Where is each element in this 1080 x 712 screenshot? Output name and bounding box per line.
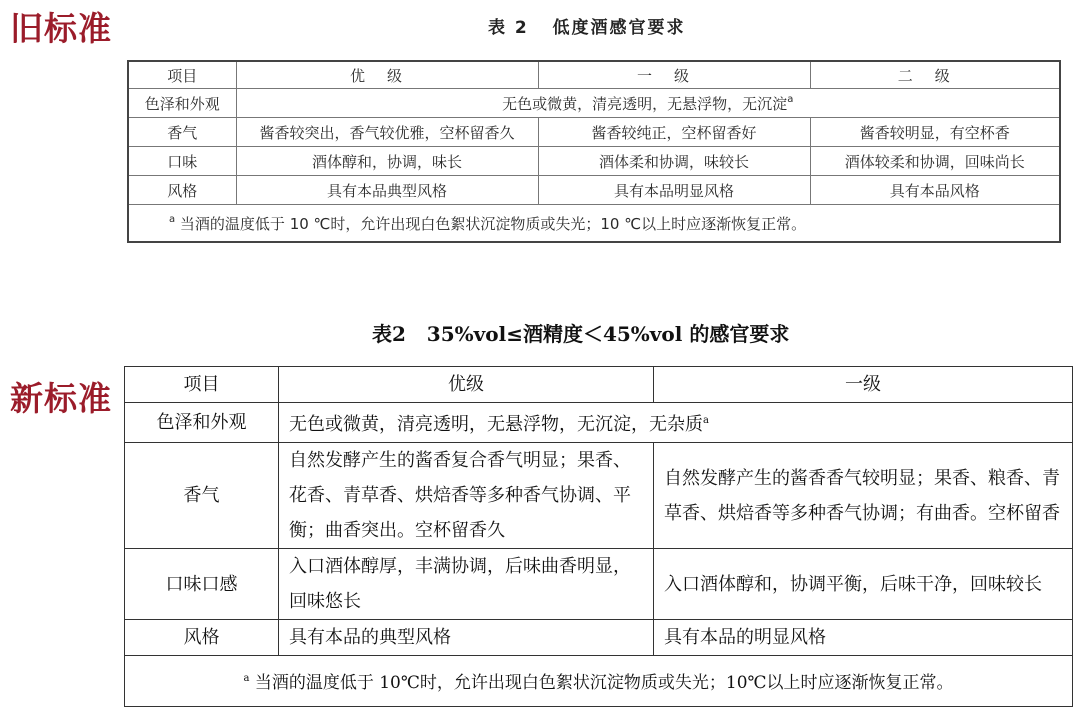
footnote-row [128, 205, 1060, 243]
header-grade-premium: 优级 [236, 61, 538, 89]
old-table-caption: 表 2 低度酒感官要求 [488, 18, 686, 38]
header-item: 项目 [128, 61, 236, 89]
cell-text: 无色或微黄，清亮透明，无悬浮物，无沉淀 [502, 94, 788, 113]
table-cell: 入口酒体醇厚，丰满协调，后味曲香明显，回味悠长 [279, 549, 654, 620]
table-cell: 具有本品的明显风格 [654, 620, 1073, 656]
table-cell: 酱香较纯正，空杯留香好 [538, 118, 810, 147]
footnote-mark: a [787, 93, 794, 105]
footnote-cell [128, 205, 1060, 243]
cell-text: 无色或微黄，清亮透明，无悬浮物，无沉淀，无杂质 [289, 414, 703, 435]
row-label: 风格 [125, 620, 279, 656]
table-row [128, 147, 1060, 176]
footnote-mark: a [169, 213, 176, 225]
header-grade-first: 一级 [654, 367, 1073, 403]
table-cell: 入口酒体醇和，协调平衡，后味干净，回味较长 [654, 549, 1073, 620]
table-row [128, 176, 1060, 205]
table-cell: 自然发酵产生的酱香复合香气明显；果香、花香、青草香、烘焙香等多种香气协调、平衡；曲香突出。空杯留香久 [279, 443, 654, 549]
table-header-row [128, 61, 1060, 89]
table-cell: 酱香较明显，有空杯香 [810, 118, 1060, 147]
table-row [128, 89, 1060, 118]
table-row [125, 443, 1073, 549]
new-table-caption: 表2 35%vol≤酒精度＜45%vol 的感官要求 [372, 322, 790, 346]
old-sensory-table [127, 60, 1061, 243]
table-row [125, 549, 1073, 620]
footnote-text: 当酒的温度低于 10℃时，允许出现白色絮状沉淀物质或失光；10℃以上时应逐渐恢复正常。 [254, 673, 954, 693]
table-cell: 自然发酵产生的酱香香气较明显；果香、粮香、青草香、烘焙香等多种香气协调；有曲香。空杯留香 [654, 443, 1073, 549]
header-grade-premium: 优级 [279, 367, 654, 403]
new-standard-label: 新标准 [10, 379, 112, 418]
table-cell: 酒体较柔和协调，回味尚长 [810, 147, 1060, 176]
footnote-row [125, 656, 1073, 707]
header-grade-second: 二级 [810, 61, 1060, 89]
footnote-mark: a [243, 673, 250, 684]
new-sensory-table [124, 366, 1073, 707]
row-label: 色泽和外观 [128, 89, 236, 118]
row-label: 风格 [128, 176, 236, 205]
table-cell: 酒体醇和，协调，味长 [236, 147, 538, 176]
footnote-cell [125, 656, 1073, 707]
row-label: 色泽和外观 [125, 403, 279, 443]
row-label: 香气 [125, 443, 279, 549]
footnote-text: 当酒的温度低于 10 ℃时，允许出现白色絮状沉淀物质或失光；10 ℃以上时应逐渐恢复正常。 [179, 214, 807, 233]
merged-cell [279, 403, 1073, 443]
row-label: 香气 [128, 118, 236, 147]
table-cell: 具有本品风格 [810, 176, 1060, 205]
header-item: 项目 [125, 367, 279, 403]
table-cell: 具有本品明显风格 [538, 176, 810, 205]
old-standard-label: 旧标准 [10, 9, 112, 48]
footnote-mark: a [703, 415, 709, 426]
table-row [125, 620, 1073, 656]
table-row [125, 403, 1073, 443]
table-row [128, 118, 1060, 147]
merged-cell [236, 89, 1060, 118]
table-cell: 酒体柔和协调，味较长 [538, 147, 810, 176]
table-cell: 具有本品的典型风格 [279, 620, 654, 656]
table-cell: 酱香较突出，香气较优雅，空杯留香久 [236, 118, 538, 147]
table-header-row [125, 367, 1073, 403]
table-cell: 具有本品典型风格 [236, 176, 538, 205]
header-grade-first: 一级 [538, 61, 810, 89]
row-label: 口味口感 [125, 549, 279, 620]
row-label: 口味 [128, 147, 236, 176]
